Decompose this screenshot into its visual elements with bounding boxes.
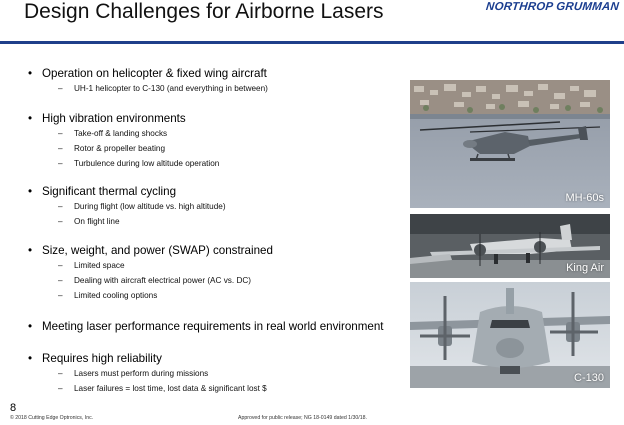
page-number: 8 <box>10 402 17 414</box>
bullet-item: • Requires high reliability <box>24 351 414 366</box>
helicopter-image <box>410 80 610 208</box>
header-divider <box>0 41 624 44</box>
bullet-group <box>24 184 414 229</box>
sub-bullet-item: – Dealing with aircraft electrical power (AC vs. DC) <box>24 273 414 288</box>
sub-bullet-item: – Lasers must perform during missions <box>24 366 414 381</box>
photo-caption: King Air <box>566 262 604 274</box>
bullet-group <box>24 243 414 303</box>
approval-notice: Approved for public release; NG 18-0149 dated 1/30/18. <box>238 415 367 421</box>
photo-c130 <box>410 282 610 388</box>
bullet-item: • Size, weight, and power (SWAP) constrained <box>24 243 414 258</box>
photo-mh60-helicopter <box>410 80 610 208</box>
northrop-grumman-logo: NORTHROP GRUMMAN <box>485 1 620 13</box>
slide-title: Design Challenges for Airborne Lasers <box>24 0 384 23</box>
photo-caption: MH-60s <box>565 192 604 204</box>
sub-bullet-item: – During flight (low altitude vs. high altitude) <box>24 199 414 214</box>
bullet-list <box>24 66 414 396</box>
bullet-group <box>24 319 414 334</box>
sub-bullet-item: – Laser failures = lost time, lost data & significant lost $ <box>24 381 414 396</box>
bullet-item: • Meeting laser performance requirements in real world environment <box>24 319 414 334</box>
sub-bullet-item: – Rotor & propeller beating <box>24 141 414 156</box>
bullet-group <box>24 111 414 171</box>
sub-bullet-item: – Turbulence during low altitude operation <box>24 156 414 171</box>
sub-bullet-item: – Limited space <box>24 258 414 273</box>
sub-bullet-item: – On flight line <box>24 214 414 229</box>
bullet-item: • High vibration environments <box>24 111 414 126</box>
bullet-item: • Operation on helicopter & fixed wing aircraft <box>24 66 414 81</box>
bullet-item: • Significant thermal cycling <box>24 184 414 199</box>
sub-bullet-item: – Take-off & landing shocks <box>24 126 414 141</box>
copyright-notice: © 2018 Cutting Edge Optronics, Inc. <box>10 415 94 421</box>
bullet-group <box>24 351 414 396</box>
sub-bullet-item: – UH-1 helicopter to C-130 (and everything in between) <box>24 81 414 96</box>
bullet-group <box>24 66 414 96</box>
photo-king-air <box>410 214 610 278</box>
sub-bullet-item: – Limited cooling options <box>24 288 414 303</box>
photo-caption: C-130 <box>574 372 604 384</box>
